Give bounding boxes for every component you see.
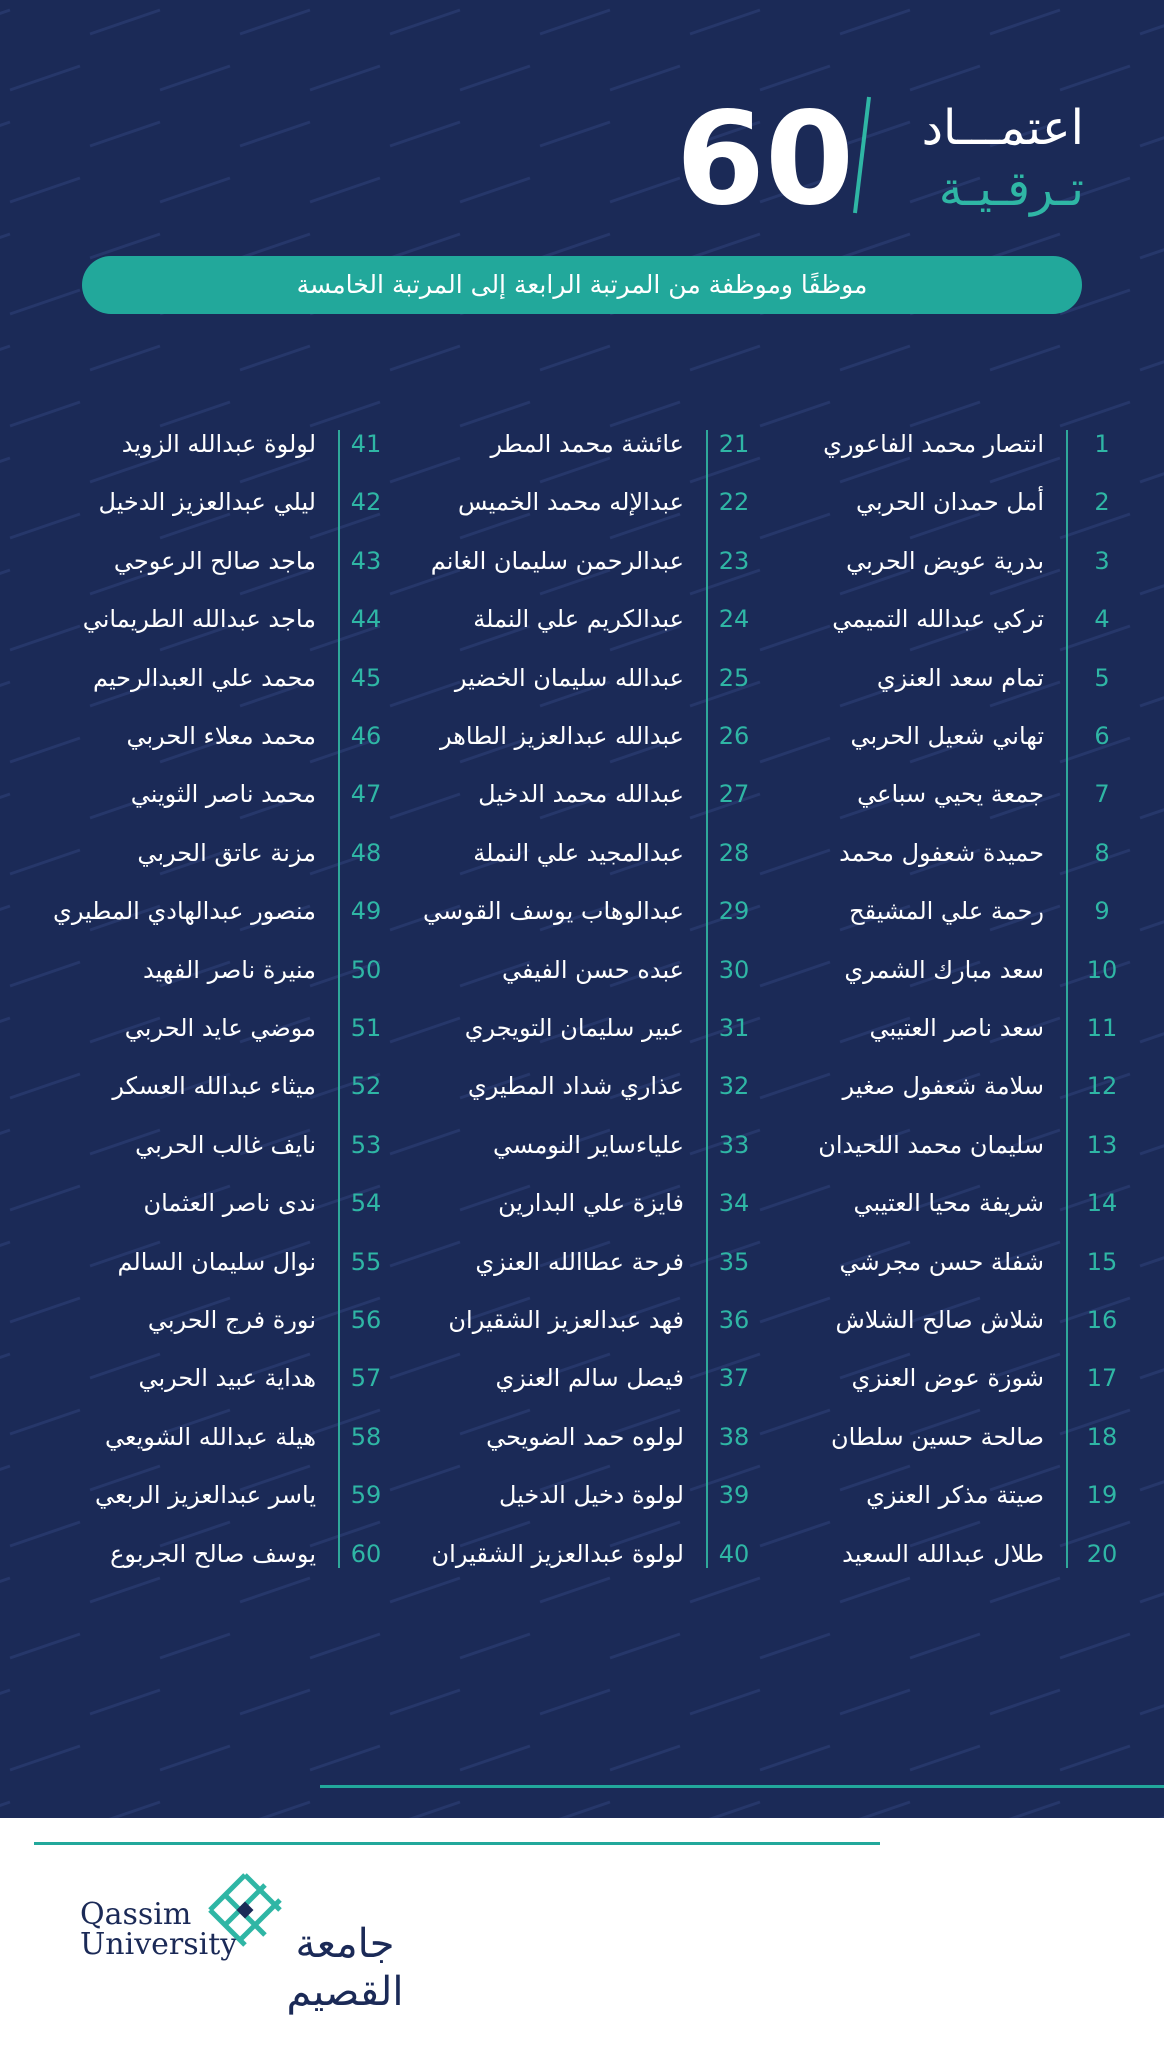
list-item-name: لولوة عبدالعزيز الشقيران xyxy=(431,1539,684,1568)
names-column-2 xyxy=(400,426,760,1578)
list-item-number: 32 xyxy=(718,1072,750,1101)
list-item-number: 7 xyxy=(1094,780,1110,809)
list-item-number: 55 xyxy=(350,1247,382,1276)
list-item xyxy=(400,1419,760,1477)
list-item xyxy=(400,1360,760,1418)
list-item xyxy=(400,1010,760,1068)
list-item-name: شفلة حسن مجرشي xyxy=(839,1247,1044,1276)
list-item xyxy=(40,1244,400,1302)
list-item-number: 47 xyxy=(350,780,382,809)
list-item-number: 59 xyxy=(350,1481,382,1510)
list-item-number: 22 xyxy=(718,488,750,517)
list-item-number: 27 xyxy=(718,780,750,809)
list-item-number: 9 xyxy=(1094,897,1110,926)
list-item xyxy=(400,893,760,951)
list-item-number: 52 xyxy=(350,1072,382,1101)
list-item-name: صيتة مذكر العنزي xyxy=(866,1481,1044,1510)
list-item xyxy=(790,776,1130,834)
list-item xyxy=(40,1477,400,1535)
list-item-name: سعد ناصر العتيبي xyxy=(869,1014,1044,1042)
list-item xyxy=(40,1010,400,1068)
list-item-number: 14 xyxy=(1086,1189,1118,1218)
list-item-name: عبدالإله محمد الخميس xyxy=(458,488,684,517)
list-item xyxy=(400,601,760,659)
list-item xyxy=(40,776,400,834)
list-item-number: 35 xyxy=(718,1247,750,1276)
list-item-number: 4 xyxy=(1094,605,1110,634)
list-item-name: ندى ناصر العثمان xyxy=(143,1189,316,1218)
list-item xyxy=(400,484,760,542)
list-item-number: 1 xyxy=(1094,430,1110,458)
list-item-name: لولوة دخيل الدخيل xyxy=(498,1481,684,1510)
list-item xyxy=(400,1068,760,1126)
list-item-name: صالحة حسين سلطان xyxy=(830,1422,1044,1451)
list-item-name: تمام سعد العنزي xyxy=(876,663,1044,692)
list-item-number: 34 xyxy=(718,1189,750,1218)
list-item xyxy=(400,1127,760,1185)
subtitle-banner: موظفًا وموظفة من المرتبة الرابعة إلى المرتبة الخامسة xyxy=(82,256,1082,314)
list-item xyxy=(400,660,760,718)
list-item xyxy=(40,601,400,659)
list-item-name: سلامة شعفول صغير xyxy=(842,1072,1044,1101)
list-item xyxy=(790,1068,1130,1126)
list-item xyxy=(400,1185,760,1243)
list-item-name: محمد علي العبدالرحيم xyxy=(92,663,316,692)
list-item xyxy=(400,1477,760,1535)
list-item-name: هداية عبيد الحربي xyxy=(138,1364,316,1393)
list-item xyxy=(40,426,400,484)
list-item-number: 58 xyxy=(350,1422,382,1451)
list-item-number: 12 xyxy=(1086,1072,1118,1101)
list-item xyxy=(40,835,400,893)
list-item-name: فايزة علي البدارين xyxy=(498,1189,684,1218)
list-item xyxy=(790,952,1130,1010)
list-item-name: عبدالرحمن سليمان الغانم xyxy=(430,546,684,575)
list-item xyxy=(400,952,760,1010)
list-item-name: رحمة علي المشيقح xyxy=(849,897,1044,926)
list-item xyxy=(790,1127,1130,1185)
list-item-name: تركي عبدالله التميمي xyxy=(832,605,1044,634)
headline-number: 60 xyxy=(675,85,854,234)
list-item-number: 39 xyxy=(718,1481,750,1510)
list-item-number: 18 xyxy=(1086,1422,1118,1451)
slash-divider xyxy=(853,95,871,215)
list-item-number: 38 xyxy=(718,1422,750,1451)
list-item-number: 5 xyxy=(1094,663,1110,692)
list-item-name: فرحة عطاالله العنزي xyxy=(475,1247,684,1276)
list-item xyxy=(790,1010,1130,1068)
footer-accent-line xyxy=(34,1842,880,1845)
list-item xyxy=(400,1536,760,1594)
list-item xyxy=(790,718,1130,776)
list-item-name: ميثاء عبدالله العسكر xyxy=(112,1072,316,1101)
list-item-name: عائشة محمد المطر xyxy=(490,430,684,458)
names-column-3 xyxy=(40,426,400,1578)
list-item xyxy=(400,426,760,484)
list-item-number: 8 xyxy=(1094,838,1110,867)
list-item-name: بدرية عويض الحربي xyxy=(846,546,1044,575)
list-item xyxy=(790,426,1130,484)
list-item-name: محمد معلاء الحربي xyxy=(126,722,316,750)
list-item-name: موضي عايد الحربي xyxy=(124,1014,316,1042)
list-item-name: ياسر عبدالعزيز الربعي xyxy=(95,1481,316,1510)
list-item-number: 54 xyxy=(350,1189,382,1218)
list-item-number: 37 xyxy=(718,1364,750,1393)
list-item xyxy=(790,660,1130,718)
list-item-number: 45 xyxy=(350,663,382,692)
list-item xyxy=(400,718,760,776)
list-item-name: شلاش صالح الشلاش xyxy=(835,1306,1044,1334)
list-item-number: 15 xyxy=(1086,1247,1118,1276)
list-item-name: جمعة يحيي سباعي xyxy=(857,780,1044,809)
list-item-number: 19 xyxy=(1086,1481,1118,1510)
list-item-number: 48 xyxy=(350,838,382,867)
list-item-name: ليلي عبدالعزيز الدخيل xyxy=(98,488,316,517)
list-item-number: 49 xyxy=(350,897,382,926)
list-item xyxy=(40,718,400,776)
list-item xyxy=(40,893,400,951)
list-item xyxy=(790,835,1130,893)
list-item-name: هيلة عبدالله الشويعي xyxy=(105,1422,316,1451)
list-item-number: 42 xyxy=(350,488,382,517)
list-item xyxy=(790,1360,1130,1418)
list-item xyxy=(790,1302,1130,1360)
list-item-name: عبير سليمان التويجري xyxy=(464,1014,684,1042)
list-item-number: 10 xyxy=(1086,955,1118,984)
bottom-accent-line xyxy=(320,1785,1164,1788)
qassim-university-logo xyxy=(80,1870,420,2015)
list-item-number: 43 xyxy=(350,546,382,575)
list-item-name: ماجد عبدالله الطريماني xyxy=(82,605,316,634)
list-item xyxy=(400,835,760,893)
list-item-name: طلال عبدالله السعيد xyxy=(842,1539,1044,1568)
list-item xyxy=(790,1244,1130,1302)
logo-arabic-text: جامعة القصيم xyxy=(286,1921,404,2015)
list-item-number: 44 xyxy=(350,605,382,634)
list-item-number: 13 xyxy=(1086,1130,1118,1159)
headline-word-accreditation: اعتمـــاد xyxy=(921,100,1084,156)
logo-en-line-1: Qassim xyxy=(80,1897,192,1932)
list-item-number: 60 xyxy=(350,1539,382,1568)
list-item-number: 29 xyxy=(718,897,750,926)
list-item-number: 30 xyxy=(718,955,750,984)
list-item xyxy=(790,543,1130,601)
list-item-name: نايف غالب الحربي xyxy=(135,1130,316,1159)
list-item-number: 53 xyxy=(350,1130,382,1159)
list-item-number: 3 xyxy=(1094,546,1110,575)
list-item-number: 51 xyxy=(350,1014,382,1042)
headline xyxy=(0,85,1164,234)
list-item xyxy=(40,484,400,542)
list-item-number: 33 xyxy=(718,1130,750,1159)
list-item-number: 17 xyxy=(1086,1364,1118,1393)
list-item-name: سليمان محمد اللحيدان xyxy=(818,1130,1044,1159)
list-item-number: 50 xyxy=(350,955,382,984)
list-item-name: مزنة عاتق الحربي xyxy=(137,838,316,867)
list-item-number: 57 xyxy=(350,1364,382,1393)
list-item-name: منيرة ناصر الفهيد xyxy=(142,955,316,984)
list-item xyxy=(790,601,1130,659)
list-item xyxy=(400,1302,760,1360)
list-item-name: أمل حمدان الحربي xyxy=(856,488,1044,517)
list-item-number: 16 xyxy=(1086,1306,1118,1334)
list-item-name: عبدالله محمد الدخيل xyxy=(478,780,684,809)
list-item xyxy=(790,1536,1130,1594)
list-item xyxy=(40,1127,400,1185)
list-item-name: حميدة شعفول محمد xyxy=(839,838,1044,867)
list-item-name: عبدالمجيد علي النملة xyxy=(473,838,684,867)
list-item-name: عبدالله سليمان الخضير xyxy=(454,663,684,692)
list-item-name: لولوة عبدالله الزويد xyxy=(121,430,316,458)
list-item xyxy=(40,1068,400,1126)
list-item-name: عبده حسن الفيفي xyxy=(501,955,684,984)
list-item-number: 56 xyxy=(350,1306,382,1334)
list-item xyxy=(40,1302,400,1360)
logo-en-line-2: University xyxy=(80,1927,238,1962)
list-item-number: 40 xyxy=(718,1539,750,1568)
list-item xyxy=(790,1477,1130,1535)
list-item-number: 6 xyxy=(1094,722,1110,750)
list-item-name: عبدالكريم علي النملة xyxy=(473,605,684,634)
list-item-name: نورة فرج الحربي xyxy=(147,1306,316,1334)
list-item-number: 23 xyxy=(718,546,750,575)
list-item-name: تهاني شعيل الحربي xyxy=(850,722,1044,750)
list-item xyxy=(40,543,400,601)
list-item-name: ماجد صالح الرعوجي xyxy=(113,546,316,575)
list-item-number: 25 xyxy=(718,663,750,692)
list-item xyxy=(40,1419,400,1477)
list-item-number: 41 xyxy=(350,430,382,458)
list-item-number: 24 xyxy=(718,605,750,634)
list-item xyxy=(790,484,1130,542)
headline-word-promotion: تـرقـيـة xyxy=(938,161,1084,217)
list-item-name: شوزة عوض العنزي xyxy=(851,1364,1044,1393)
list-item-name: عبدالله عبدالعزيز الطاهر xyxy=(440,722,684,750)
list-item-name: منصور عبدالهادي المطيري xyxy=(53,897,316,926)
list-item-name: عبدالوهاب يوسف القوسي xyxy=(422,897,684,926)
list-item-number: 11 xyxy=(1086,1014,1118,1042)
list-item-number: 21 xyxy=(718,430,750,458)
list-item-number: 20 xyxy=(1086,1539,1118,1568)
list-item xyxy=(400,543,760,601)
list-item-number: 46 xyxy=(350,722,382,750)
list-item-number: 31 xyxy=(718,1014,750,1042)
list-item-name: سعد مبارك الشمري xyxy=(844,955,1044,984)
list-item xyxy=(790,1419,1130,1477)
list-item-name: فهد عبدالعزيز الشقيران xyxy=(448,1306,684,1334)
list-item xyxy=(400,1244,760,1302)
list-item-name: لولوه حمد الضويحي xyxy=(486,1422,684,1451)
list-item-number: 2 xyxy=(1094,488,1110,517)
names-column-1 xyxy=(790,426,1130,1578)
list-item xyxy=(790,1185,1130,1243)
list-item xyxy=(40,1360,400,1418)
list-item-name: عذاري شداد المطيري xyxy=(467,1072,684,1101)
list-item xyxy=(40,1185,400,1243)
list-item-name: علياءساير النومسي xyxy=(493,1130,684,1159)
list-item xyxy=(40,952,400,1010)
list-item-name: يوسف صالح الجربوع xyxy=(110,1539,316,1568)
list-item-number: 36 xyxy=(718,1306,750,1334)
list-item-name: فيصل سالم العنزي xyxy=(495,1364,684,1393)
list-item-name: نوال سليمان السالم xyxy=(117,1247,316,1276)
list-item xyxy=(40,660,400,718)
list-item xyxy=(790,893,1130,951)
list-item-name: انتصار محمد الفاعوري xyxy=(823,430,1044,458)
list-item-number: 26 xyxy=(718,722,750,750)
list-item-number: 28 xyxy=(718,838,750,867)
list-item xyxy=(400,776,760,834)
list-item xyxy=(40,1536,400,1594)
list-item-name: شريفة محيا العتيبي xyxy=(853,1189,1044,1218)
list-item-name: محمد ناصر الثويني xyxy=(130,780,316,809)
